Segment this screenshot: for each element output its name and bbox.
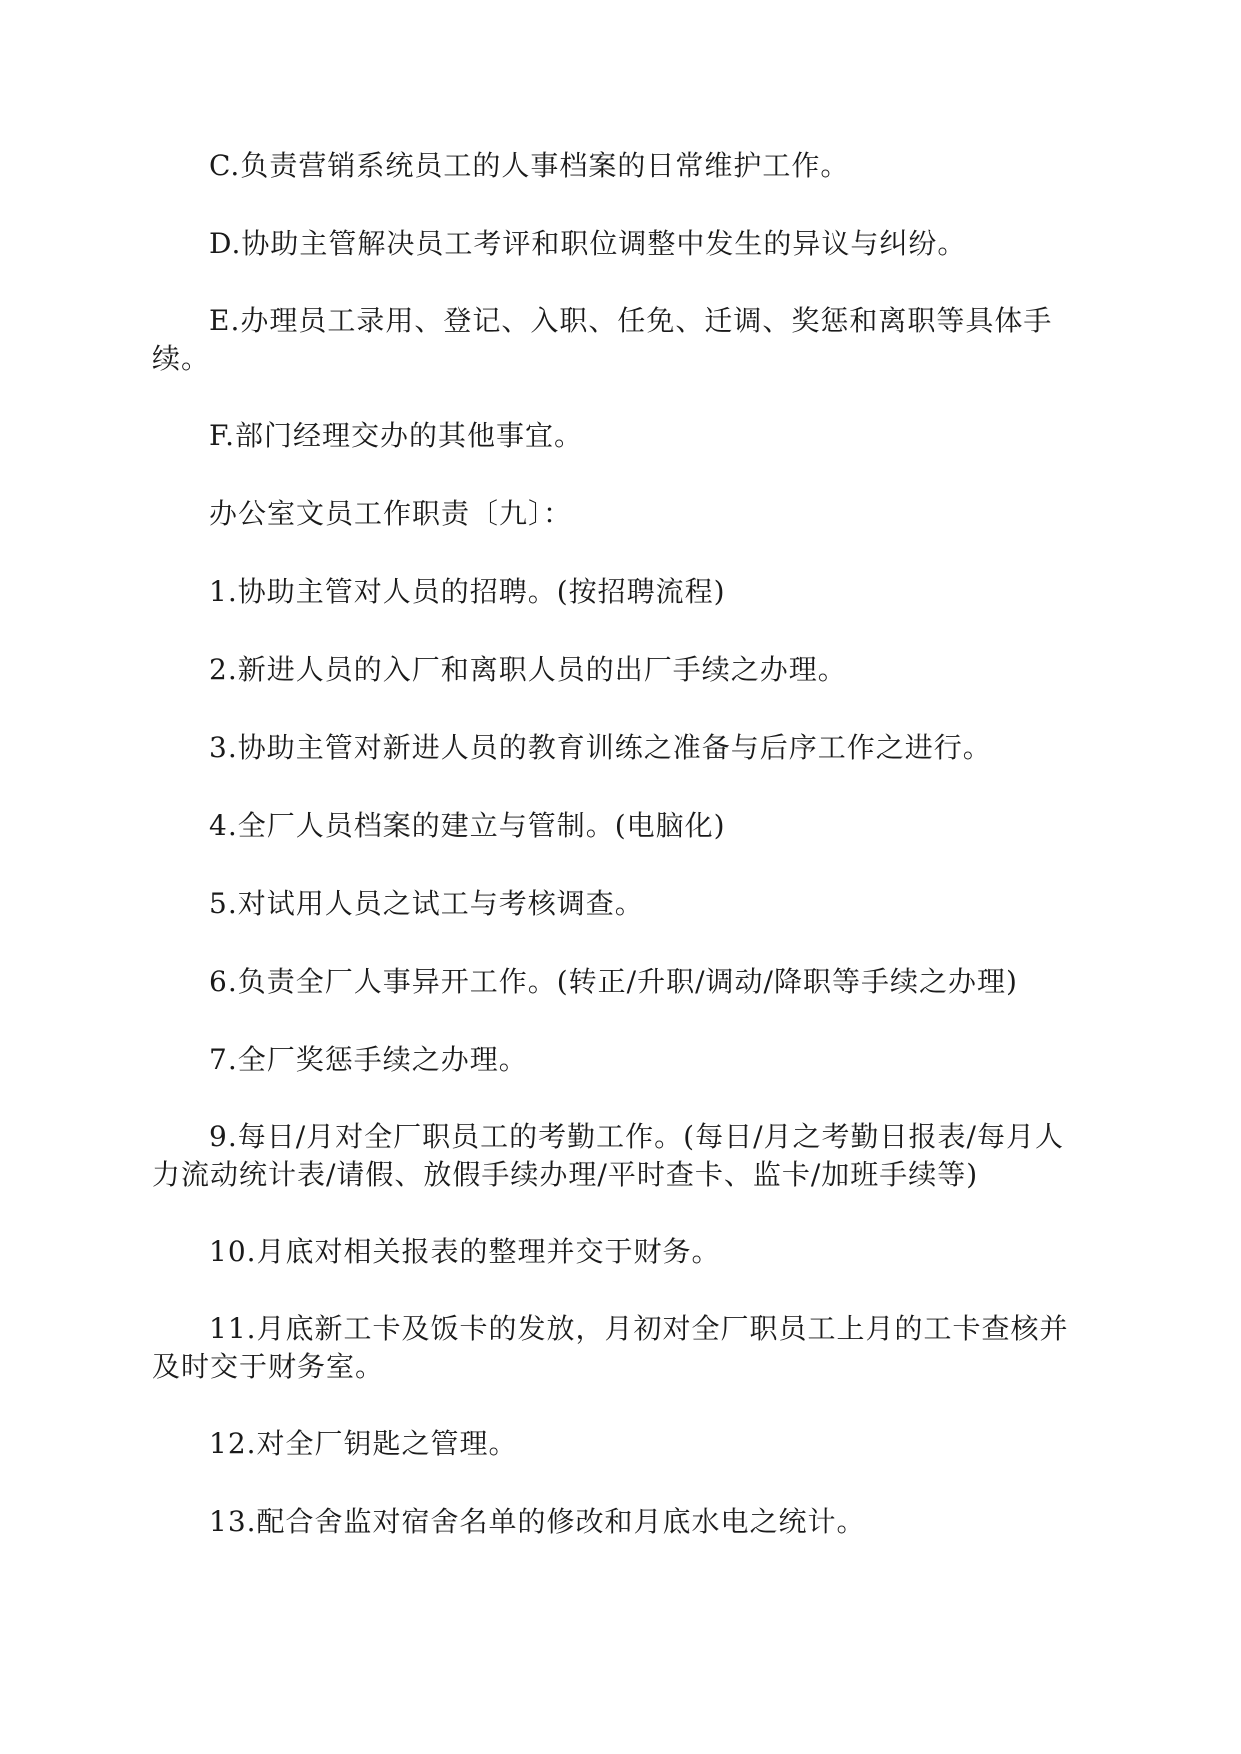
list-item-13: 13.配合舍监对宿舍名单的修改和月底水电之统计。: [209, 1505, 866, 1538]
list-item-11: 11.月底新工卡及饭卡的发放，月初对全厂职员工上月的工卡查核并及时交于财务室。: [152, 1312, 1069, 1383]
list-item-3: 3.协助主管对新进人员的教育训练之准备与后序工作之进行。: [209, 731, 992, 764]
list-item-4: 4.全厂人员档案的建立与管制。(电脑化): [209, 809, 726, 842]
list-item-2: 2.新进人员的入厂和离职人员的出厂手续之办理。: [209, 653, 847, 686]
list-item-9: 9.每日/月对全厂职员工的考勤工作。(每日/月之考勤日报表/每月人力流动统计表/请假、放假手续办理/平时查卡、监卡/加班手续等): [152, 1120, 1064, 1191]
section-heading: 办公室文员工作职责〔九〕：: [209, 497, 573, 530]
paragraph-c: C.负责营销系统员工的人事档案的日常维护工作。: [209, 149, 850, 182]
paragraph-e: E.办理员工录用、登记、入职、任免、迁调、奖惩和离职等具体手续。: [152, 304, 1053, 375]
document-body: [152, 146, 1092, 1580]
list-item-12: 12.对全厂钥匙之管理。: [209, 1427, 518, 1460]
list-item-6: 6.负责全厂人事异开工作。(转正/升职/调动/降职等手续之办理): [209, 965, 1018, 998]
list-item-5: 5.对试用人员之试工与考核调查。: [209, 887, 644, 920]
paragraph-f: F.部门经理交办的其他事宜。: [209, 419, 583, 452]
list-item-7: 7.全厂奖惩手续之办理。: [209, 1043, 528, 1076]
list-item-10: 10.月底对相关报表的整理并交于财务。: [209, 1235, 721, 1268]
list-item-1: 1.协助主管对人员的招聘。(按招聘流程): [209, 575, 726, 608]
paragraph-d: D.协助主管解决员工考评和职位调整中发生的异议与纠纷。: [209, 227, 967, 260]
